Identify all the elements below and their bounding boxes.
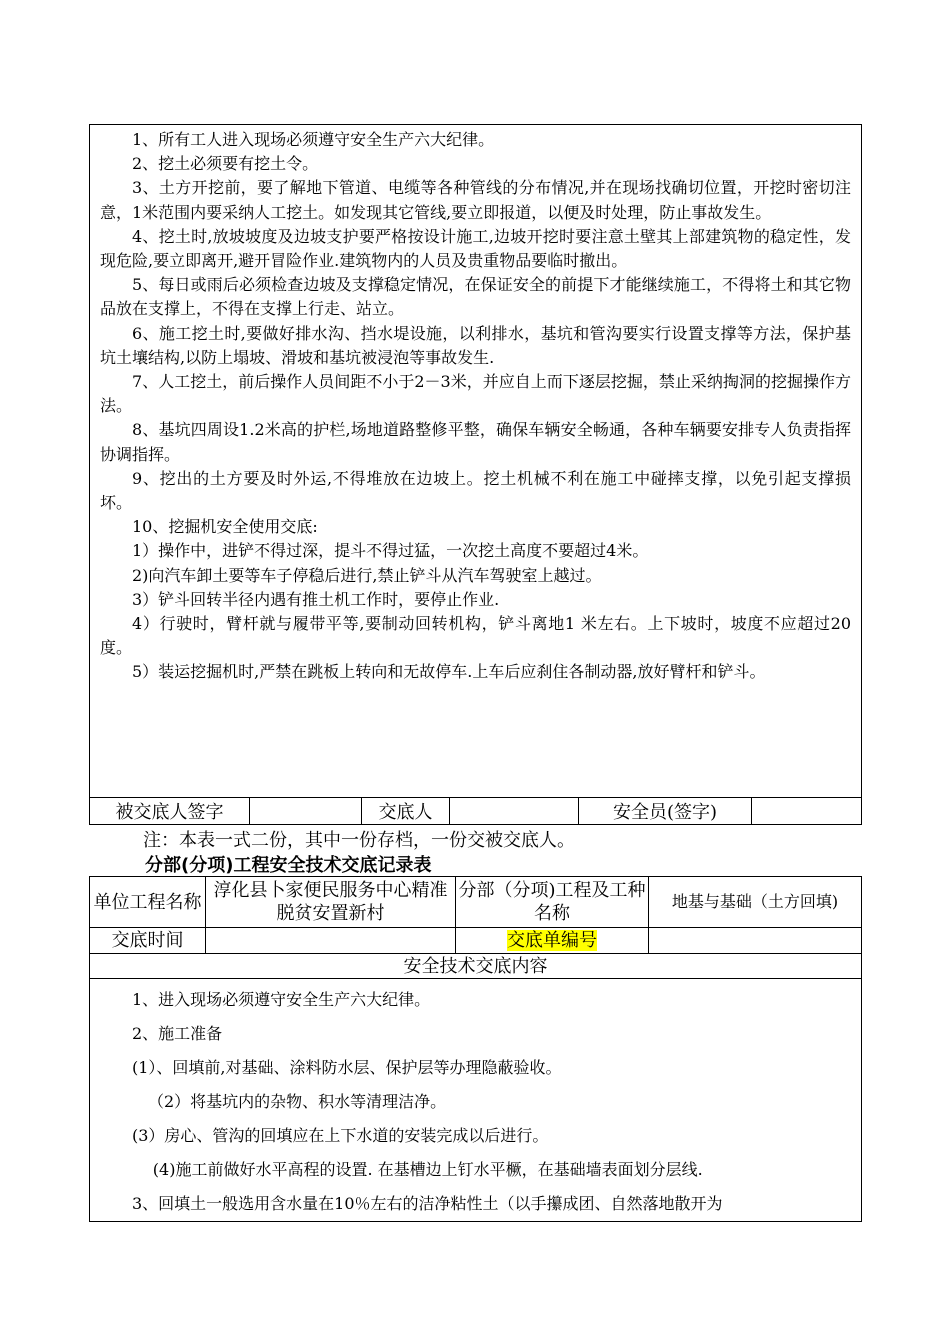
paragraph: 3）铲斗回转半径内遇有推土机工作时，要停止作业. [132, 589, 500, 609]
disclosure-time-value[interactable] [206, 928, 456, 954]
safety-officer-label: 安全员(签字) [579, 798, 752, 825]
paragraph: 2)向汽车卸土要等车子停稳后进行,禁止铲斗从汽车驾驶室上越过。 [132, 565, 602, 585]
paragraph: 2、挖土必须要有挖土令。 [132, 154, 319, 174]
paragraph: 1）操作中，进铲不得过深，提斗不得过猛，一次挖土高度不要超过4米。 [132, 541, 649, 561]
highlighted-label: 交底单编号 [507, 930, 597, 951]
paragraph: 6、施工挖土时,要做好排水沟、挡水堤设施，以利排水，基坑和管沟要实行设置支撑等方法，保护基坑土壤结构,以防上塌坡、滑坡和基坑被浸泡等事故发生. [100, 323, 852, 367]
disclosure-table-1 [89, 124, 862, 825]
paragraph: 1、进入现场必须遵守安全生产六大纪律。 [132, 990, 431, 1009]
safety-officer-field[interactable] [752, 798, 862, 825]
paragraph: 2、施工准备 [132, 1024, 223, 1043]
paragraph: 8、基坑四周设1.2米高的护栏,场地道路整修平整，确保车辆安全畅通，各种车辆要安排专人负责指挥协调指挥。 [100, 420, 852, 464]
paragraph: （2）将基坑内的杂物、积水等清理洁净。 [148, 1092, 447, 1111]
unit-name-label: 单位工程名称 [90, 877, 206, 928]
disclosure-content [90, 125, 862, 798]
disclosure-number-value[interactable] [649, 928, 862, 954]
paragraph: 9、挖出的土方要及时外运,不得堆放在边坡上。挖土机械不利在施工中碰摔支撑，以免引起支撑损坏。 [100, 468, 852, 513]
paragraph: 4）行驶时，臂杆就与履带平等,要制动回转机构，铲斗离地1 米左右。上下坡时，坡度不应超过20度。 [100, 614, 852, 658]
subproject-label: 分部（分项)工程及工种名称 [456, 877, 649, 928]
paragraph: (3）房心、管沟的回填应在上下水道的安装完成以后进行。 [132, 1126, 549, 1145]
discloser-field[interactable] [450, 798, 579, 825]
signature-row [90, 798, 862, 825]
paragraph: 3、回填土一般选用含水量在10％左右的洁净粘性土（以手攥成团、自然落地散开为 [132, 1194, 723, 1213]
disclosure-number-label [456, 928, 649, 954]
subproject-value: 地基与基础（土方回填) [649, 877, 862, 928]
paragraph: (1）、回填前,对基础、涂料防水层、保护层等办理隐蔽验收。 [132, 1058, 562, 1077]
paragraph: 3、土方开挖前，要了解地下管道、电缆等各种管线的分布情况,并在现场找确切位置，开挖时密切注意，1米范围内要采纳人工挖土。如发现其它管线,要立即报道，以便及时处理，防止事故发生。 [100, 178, 852, 222]
project-row [90, 877, 862, 928]
time-row [90, 928, 862, 954]
paragraph: 5）装运挖掘机时,严禁在跳板上转向和无故停车.上车后应刹住各制动器,放好臂杆和铲斗。 [132, 662, 766, 682]
form-title: 分部(分项)工程安全技术交底记录表 [145, 855, 432, 876]
content-header: 安全技术交底内容 [90, 954, 862, 979]
paragraph: 5、每日或雨后必须检查边坡及支撑稳定情况，在保证安全的前提下才能继续施工，不得将土和其它物品放在支撑上，不得在支撑上行走、站立。 [100, 275, 852, 319]
disclosure-table-2 [89, 876, 862, 1222]
form-note: 注：本表一式二份，其中一份存档，一份交被交底人。 [143, 830, 575, 851]
paragraph: 1、所有工人进入现场必须遵守安全生产六大纪律。 [132, 130, 495, 149]
content-row [90, 979, 862, 1222]
paragraph: (4)施工前做好水平高程的设置. 在基槽边上钉水平橛，在基础墙表面划分层线. [152, 1160, 703, 1179]
disclosure-content [90, 979, 862, 1222]
paragraph: 4、挖土时,放坡坡度及边坡支护要严格按设计施工,边坡开挖时要注意土壁其上部建筑物的稳定性，发现危险,要立即离开,避开冒险作业.建筑物内的人员及贵重物品要临时撤出。 [100, 226, 852, 271]
content-row [90, 125, 862, 798]
recipient-signature-field[interactable] [250, 798, 362, 825]
paragraph: 7、人工挖土，前后操作人员间距不小于2－3米，并应自上而下逐层挖掘，禁止采纳掏洞的挖掘操作方法。 [100, 372, 852, 416]
recipient-signature-label: 被交底人签字 [90, 798, 250, 825]
disclosure-time-label: 交底时间 [90, 928, 206, 954]
unit-name-value: 淳化县卜家便民服务中心精准脱贫安置新村 [206, 877, 456, 928]
content-header-row [90, 954, 862, 979]
discloser-label: 交底人 [362, 798, 450, 825]
paragraph: 10、挖掘机安全使用交底: [132, 517, 318, 537]
